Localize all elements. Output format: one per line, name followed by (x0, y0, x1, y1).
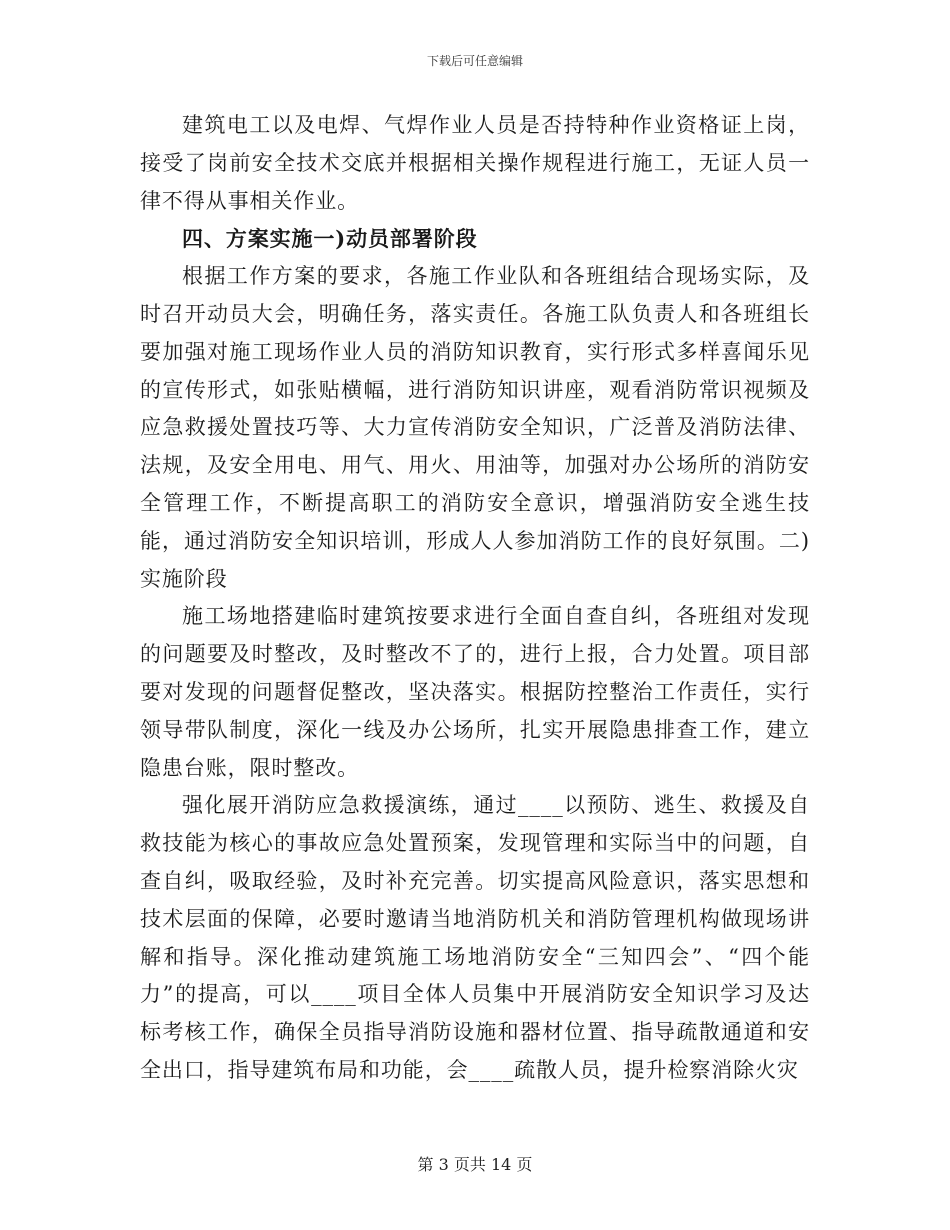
paragraph-inspection: 施工场地搭建临时建筑按要求进行全面自查自纠，各班组对发现的问题要及时整改，及时整改不了的，进行上报，合力处置。项目部要对发现的问题督促整改，坚决落实。根据防控整治工作责任，实行领导带队制度，深化一线及办公场所，扎实开展隐患排查工作，建立隐患台账，限时整改。 (140, 604, 810, 780)
page-header: 下载后可任意编辑 (426, 54, 523, 68)
paragraph-mobilization: 根据工作方案的要求，各施工作业队和各班组结合现场实际，及时召开动员大会，明确任务，落实责任。各施工队负责人和各班组长要加强对施工现场作业人员的消防知识教育，实行形式多样喜闻乐见的宣传形式，如张贴横幅，进行消防知识讲座，观看消防常识视频及应急救援处置技巧等、大力宣传消防安全知识，广泛普及消防法律、法规，及安全用电、用气、用火、用油等，加强对办公场所的消防安全管理工作，不断提高职工的消防安全意识，增强消防安全逃生技能，通过消防安全知识培训，形成人人参加消防工作的良好氛围。二)实施阶段 (140, 264, 810, 591)
document-body (140, 107, 810, 1090)
paragraph-drill: 强化展开消防应急救援演练，通过____以预防、逃生、救援及自救技能为核心的事故应急处置预案，发现管理和实际当中的问题，自查自纠，吸取经验，及时补充完善。切实提高风险意识，落实思想和技术层面的保障，必要时邀请当地消防机关和消防管理机构做现场讲解和指导。深化推动建筑施工场地消防安全“三知四会”、“四个能力”的提高，可以____项目全体人员集中开展消防安全知识学习及达标考核工作，确保全员指导消防设施和器材位置、指导疏散通道和安全出口，指导建筑布局和功能，会____疏散人员，提升检察消除火灾 (140, 793, 810, 1082)
paragraph-qualification: 建筑电工以及电焊、气焊作业人员是否持特种作业资格证上岗，接受了岗前安全技术交底并根据相关操作规程进行施工，无证人员一律不得从事相关作业。 (140, 113, 810, 213)
section-heading: 四、方案实施一)动员部署阶段 (182, 226, 478, 252)
page-footer: 第 3 页共 14 页 (417, 1155, 533, 1174)
